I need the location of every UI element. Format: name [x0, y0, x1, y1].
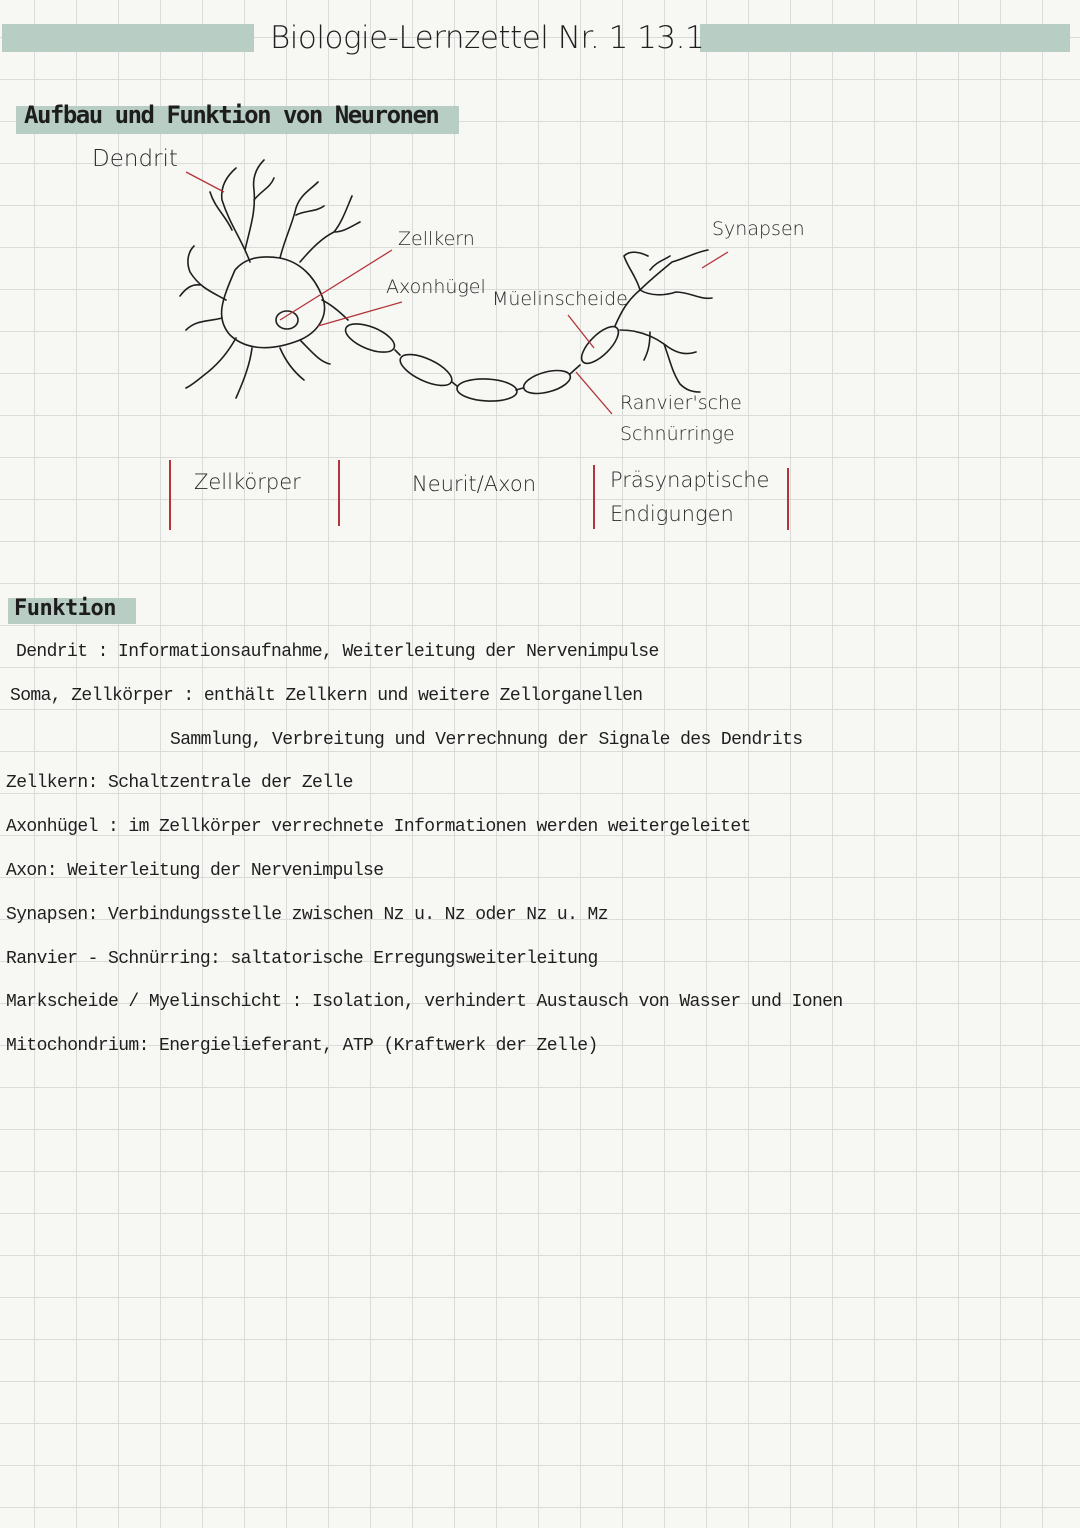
segment-neurit: Neurit/Axon	[412, 472, 537, 496]
nucleus-outline	[276, 311, 298, 329]
note-markscheide: Markscheide / Myelinschicht : Isolation, verhindert Austausch von Wasser und Ionen	[6, 992, 843, 1012]
note-soma-detail: Sammlung, Verbreitung und Verrechnung der Signale des Dendrits	[170, 730, 803, 750]
myelin-segment	[396, 348, 456, 392]
section-heading-funktion: Funktion	[14, 596, 116, 621]
page-title: Biologie-Lernzettel Nr. 1 13.1	[270, 20, 705, 56]
pointer-dendrit	[186, 172, 224, 192]
label-axonhuegel: Axonhügel	[386, 276, 486, 298]
note-axon: Axon: Weiterleitung der Nervenimpulse	[6, 861, 384, 881]
pointer-ranvier	[576, 372, 612, 414]
dendrite-branch	[180, 246, 226, 330]
dendrite-branch	[210, 160, 274, 262]
note-zellkern: Zellkern: Schaltzentrale der Zelle	[6, 773, 353, 793]
label-dendrit: Dendrit	[92, 146, 178, 172]
myelin-segment	[576, 321, 624, 369]
segment-praesynaptisch-2: Endigungen	[610, 502, 734, 526]
myelin-segment	[521, 366, 573, 398]
note-dendrit: Dendrit : Informationsaufnahme, Weiterleitung der Nervenimpulse	[16, 642, 659, 662]
axon-hillock-outline	[322, 300, 348, 320]
pointer-synapsen	[702, 252, 728, 268]
section-heading-aufbau: Aufbau und Funktion von Neuronen	[24, 101, 439, 129]
segment-divider	[787, 468, 789, 530]
myelin-segment	[342, 318, 398, 358]
note-mitochondrium: Mitochondrium: Energielieferant, ATP (Kraftwerk der Zelle)	[6, 1036, 598, 1056]
pointer-myelin	[568, 315, 594, 348]
dendrite-branch	[280, 182, 360, 262]
label-synapsen: Synapsen	[712, 218, 805, 240]
segment-divider	[338, 460, 340, 526]
terminal-branch	[615, 250, 712, 326]
note-axonhuegel: Axonhügel : im Zellkörper verrechnete Informationen werden weitergeleitet	[6, 817, 751, 837]
note-soma: Soma, Zellkörper : enthält Zellkern und weitere Zellorganellen	[10, 686, 643, 706]
note-synapsen: Synapsen: Verbindungsstelle zwischen Nz u. Nz oder Nz u. Mz	[6, 905, 608, 925]
label-myelinscheide: Müelinscheide	[492, 288, 628, 310]
label-ranvier-1: Ranvier'sche	[620, 392, 742, 414]
segment-divider	[169, 460, 171, 530]
label-ranvier-2: Schnürringe	[620, 423, 735, 445]
label-zellkern: Zellkern	[398, 228, 475, 250]
segment-divider	[593, 465, 595, 529]
segment-praesynaptisch-1: Präsynaptische	[610, 468, 770, 492]
myelin-segment	[456, 377, 517, 402]
segment-zellkoerper: Zellkörper	[194, 470, 301, 494]
terminal-branch	[620, 330, 700, 392]
note-ranvier: Ranvier - Schnürring: saltatorische Erregungsweiterleitung	[6, 949, 598, 969]
